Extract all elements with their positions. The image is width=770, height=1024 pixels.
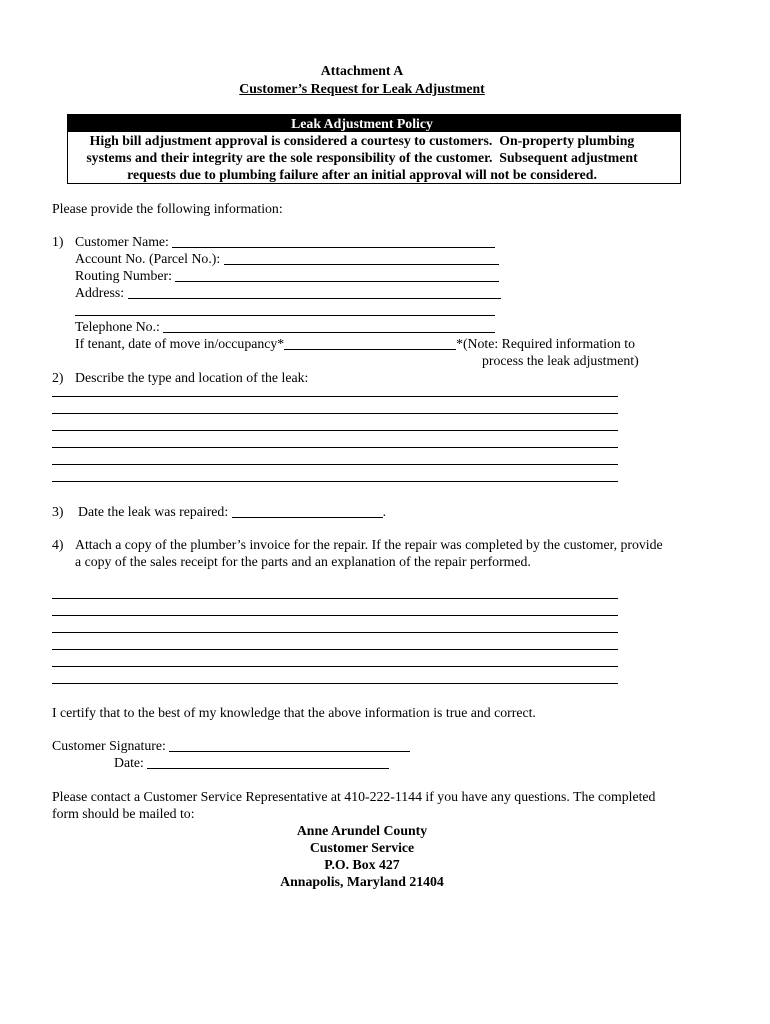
- address-label: Address:: [75, 285, 125, 300]
- address-line-2-field[interactable]: [75, 301, 495, 316]
- tenant-row: [75, 335, 635, 352]
- item-number-2: 2): [52, 370, 64, 385]
- mailing-address-line: P.O. Box 427: [324, 857, 400, 872]
- leak-description-line[interactable]: [52, 447, 618, 448]
- address-field[interactable]: [128, 284, 501, 299]
- describe-leak-label: Describe the type and location of the leak:: [75, 370, 309, 385]
- policy-line: systems and their integrity are the sole responsibility of the customer. Subsequent adjustment: [86, 150, 638, 165]
- attachment-label: Attachment A: [320, 63, 404, 78]
- date-field[interactable]: [147, 754, 389, 769]
- repair-explanation-line[interactable]: [52, 632, 618, 633]
- account-number-row: [75, 250, 499, 267]
- leak-description-line[interactable]: [52, 413, 618, 414]
- leak-description-line[interactable]: [52, 481, 618, 482]
- invoice-instructions: Attach a copy of the plumber’s invoice for the repair. If the repair was completed by the customer, provide: [75, 537, 663, 552]
- account-number-field[interactable]: [224, 250, 499, 265]
- repair-explanation-line[interactable]: [52, 683, 618, 684]
- leak-description-line[interactable]: [52, 396, 618, 397]
- item-number-4: 4): [52, 537, 64, 552]
- signature-field[interactable]: [169, 737, 410, 752]
- form-title: Customer’s Request for Leak Adjustment: [239, 81, 485, 96]
- repair-explanation-line[interactable]: [52, 649, 618, 650]
- date-label: Date:: [114, 755, 144, 770]
- routing-number-field[interactable]: [175, 267, 499, 282]
- tenant-move-in-label: If tenant, date of move in/occupancy*: [75, 336, 285, 351]
- contact-text: Please contact a Customer Service Representative at 410-222-1144 if you have any questions. The completed: [52, 789, 656, 804]
- invoice-instructions: a copy of the sales receipt for the parts and an explanation of the repair performed.: [75, 554, 531, 569]
- repair-date-field[interactable]: [232, 503, 383, 518]
- policy-line: High bill adjustment approval is considered a courtesy to customers. On-property plumbing: [89, 133, 635, 148]
- tenant-note-continued: process the leak adjustment): [482, 353, 639, 368]
- mailing-address-line: Annapolis, Maryland 21404: [280, 874, 444, 889]
- policy-box: [67, 114, 681, 184]
- repair-date-period: .: [382, 504, 387, 519]
- address-row: [75, 284, 501, 301]
- repair-date-row: [78, 503, 398, 520]
- certification-statement: I certify that to the best of my knowledge that the above information is true and correct.: [52, 705, 536, 720]
- tenant-note: *(Note: Required information to: [456, 336, 635, 351]
- repair-date-label: Date the leak was repaired:: [78, 504, 229, 519]
- account-number-label: Account No. (Parcel No.):: [75, 251, 221, 266]
- address-line-2-row: [75, 301, 495, 318]
- telephone-field[interactable]: [163, 318, 495, 333]
- routing-number-row: [75, 267, 499, 284]
- signature-label: Customer Signature:: [52, 738, 166, 753]
- signature-row: [52, 737, 410, 754]
- repair-explanation-line[interactable]: [52, 615, 618, 616]
- item-number-1: 1): [52, 234, 64, 249]
- customer-name-field[interactable]: [172, 233, 495, 248]
- customer-name-label: Customer Name:: [75, 234, 169, 249]
- date-row: [114, 754, 389, 771]
- repair-explanation-line[interactable]: [52, 666, 618, 667]
- routing-number-label: Routing Number:: [75, 268, 172, 283]
- telephone-label: Telephone No.:: [75, 319, 160, 334]
- mailing-address-line: Customer Service: [309, 840, 415, 855]
- tenant-move-in-date-field[interactable]: [284, 335, 456, 350]
- customer-name-row: [75, 233, 495, 250]
- intro-text: Please provide the following information:: [52, 201, 283, 216]
- mailing-address-line: Anne Arundel County: [296, 823, 428, 838]
- repair-explanation-line[interactable]: [52, 598, 618, 599]
- contact-text: form should be mailed to:: [52, 806, 195, 821]
- policy-heading: Leak Adjustment Policy: [68, 115, 680, 132]
- item-number-3: 3): [52, 504, 64, 519]
- telephone-row: [75, 318, 495, 335]
- leak-description-line[interactable]: [52, 464, 618, 465]
- policy-line: requests due to plumbing failure after an initial approval will not be considered.: [127, 167, 597, 182]
- leak-description-line[interactable]: [52, 430, 618, 431]
